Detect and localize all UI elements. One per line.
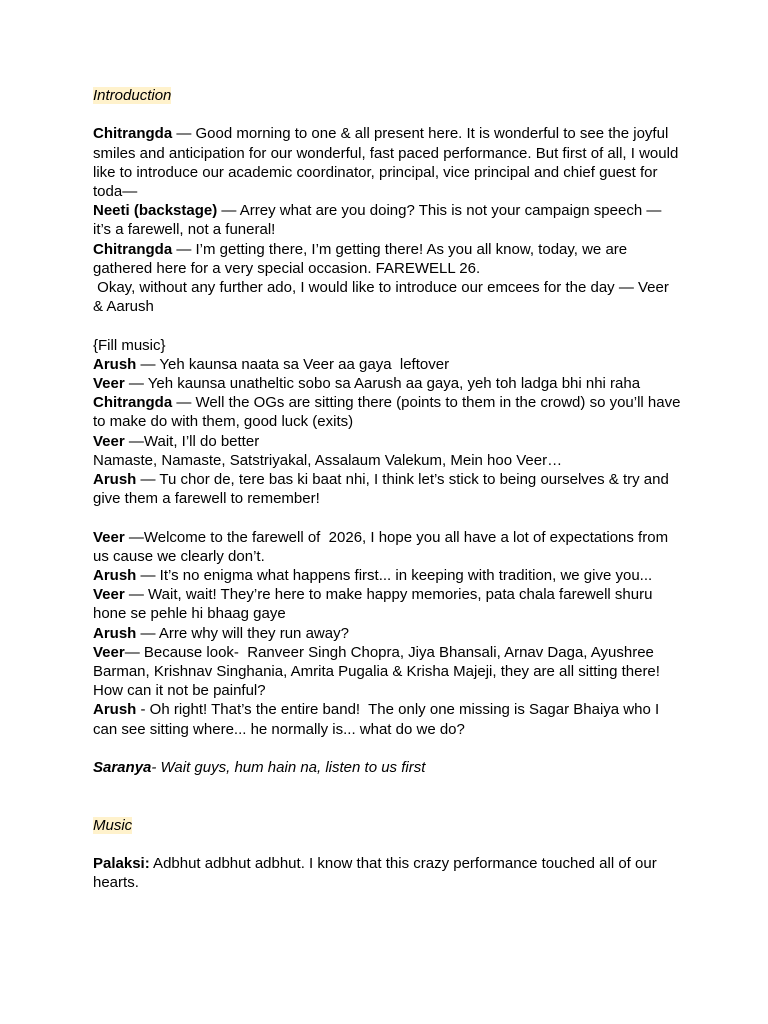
line-text: —Welcome to the farewell of 2026, I hope you all have a lot of expectations from us cause we clearly don’t. bbox=[93, 528, 673, 565]
blank-line bbox=[93, 739, 683, 758]
line-text: — Well the OGs are sitting there (points to them in the crowd) so you’ll have to make do with them, good luck (exits) bbox=[93, 394, 685, 431]
speaker-name: Veer bbox=[93, 528, 125, 546]
speaker-name: Palaksi: bbox=[93, 855, 150, 873]
line-text: {Fill music} bbox=[93, 336, 166, 354]
blank-line bbox=[93, 105, 683, 124]
script-line bbox=[93, 643, 683, 701]
line-text: — Tu chor de, tere bas ki baat nhi, I think let’s stick to being ourselves & try and give them a farewell to remember! bbox=[93, 471, 674, 508]
speaker-name: Chitrangda bbox=[93, 394, 173, 412]
line-text: — Because look- Ranveer Singh Chopra, Jiya Bhansali, Arnav Daga, Ayushree Barman, Krishnav Singhania, Amrita Pugalia & Krisha Majeji, they are all sitting there! How can it not be painful? bbox=[93, 643, 665, 700]
speaker-name: Veer bbox=[93, 375, 125, 393]
blank-line bbox=[93, 835, 683, 854]
heading-music-text: Music bbox=[93, 816, 133, 834]
speaker-name: Veer bbox=[93, 643, 125, 661]
line-text: — It’s no enigma what happens first... in keeping with tradition, we give you... bbox=[136, 567, 653, 585]
stage-direction bbox=[93, 336, 683, 355]
script-line bbox=[93, 528, 683, 566]
line-text: — Yeh kaunsa naata sa Veer aa gaya leftover bbox=[136, 355, 450, 373]
script-line bbox=[93, 374, 683, 393]
script-line bbox=[93, 201, 683, 239]
blank-line bbox=[93, 508, 683, 527]
speaker-name: Arush bbox=[93, 701, 137, 719]
script-line bbox=[93, 758, 683, 777]
speaker-name: Arush bbox=[93, 471, 137, 489]
blank-line bbox=[93, 316, 683, 335]
line-text: — I’m getting there, I’m getting there! As you all know, today, we are gathered here for a very special occasion. FAREWELL 26. bbox=[93, 240, 632, 277]
script-line bbox=[93, 355, 683, 374]
speaker-name: Veer bbox=[93, 586, 125, 604]
heading-introduction-text: Introduction bbox=[93, 87, 172, 104]
script-line bbox=[93, 393, 683, 431]
line-text: — Arrey what are you doing? This is not your campaign speech — it’s a farewell, not a funeral! bbox=[93, 202, 666, 239]
line-text: - Oh right! That’s the entire band! The only one missing is Sagar Bhaiya who I can see sitting where... he normally is... what do we do? bbox=[93, 701, 664, 738]
line-text: — Yeh kaunsa unatheltic sobo sa Aarush aa gaya, yeh toh ladga bhi nhi raha bbox=[124, 375, 641, 393]
section-heading-introduction bbox=[93, 86, 683, 105]
speaker-name: Neeti (backstage) bbox=[93, 202, 218, 220]
document-page bbox=[93, 86, 683, 892]
blank-line bbox=[93, 777, 683, 796]
script-line bbox=[93, 700, 683, 738]
speaker-name: Arush bbox=[93, 355, 137, 373]
script-line bbox=[93, 432, 683, 451]
line-text: - Wait guys, hum hain na, listen to us first bbox=[151, 759, 426, 777]
speaker-name: Chitrangda bbox=[93, 240, 173, 258]
script-line bbox=[93, 278, 683, 316]
line-text: Adbhut adbhut adbhut. I know that this crazy performance touched all of our hearts. bbox=[93, 855, 661, 892]
line-text: Namaste, Namaste, Satstriyakal, Assalaum Valekum, Mein hoo Veer… bbox=[93, 451, 563, 469]
speaker-name: Chitrangda bbox=[93, 125, 173, 143]
script-line bbox=[93, 451, 683, 470]
line-text: Okay, without any further ado, I would like to introduce our emcees for the day — Veer & Aarush bbox=[93, 279, 674, 316]
line-text: — Arre why will they run away? bbox=[136, 624, 349, 642]
speaker-name: Arush bbox=[93, 624, 137, 642]
script-line bbox=[93, 240, 683, 278]
script-line bbox=[93, 854, 683, 892]
speaker-name: Arush bbox=[93, 567, 137, 585]
script-line bbox=[93, 470, 683, 508]
speaker-name: Veer bbox=[93, 432, 125, 450]
script-line bbox=[93, 566, 683, 585]
section-heading-music bbox=[93, 816, 683, 835]
blank-line bbox=[93, 796, 683, 815]
speaker-name: Saranya bbox=[93, 759, 152, 777]
script-line bbox=[93, 585, 683, 623]
script-line bbox=[93, 124, 683, 201]
line-text: —Wait, I’ll do better bbox=[124, 432, 260, 450]
line-text: — Wait, wait! They’re here to make happy memories, pata chala farewell shuru hone se pehle hi bhaag gaye bbox=[93, 586, 657, 623]
script-line bbox=[93, 624, 683, 643]
line-text: — Good morning to one & all present here. It is wonderful to see the joyful smiles and anticipation for our wonderful, fast paced performance. But first of all, I would like to introduce our academic coordinator, principal, vice principal and chief guest for toda— bbox=[93, 125, 683, 200]
